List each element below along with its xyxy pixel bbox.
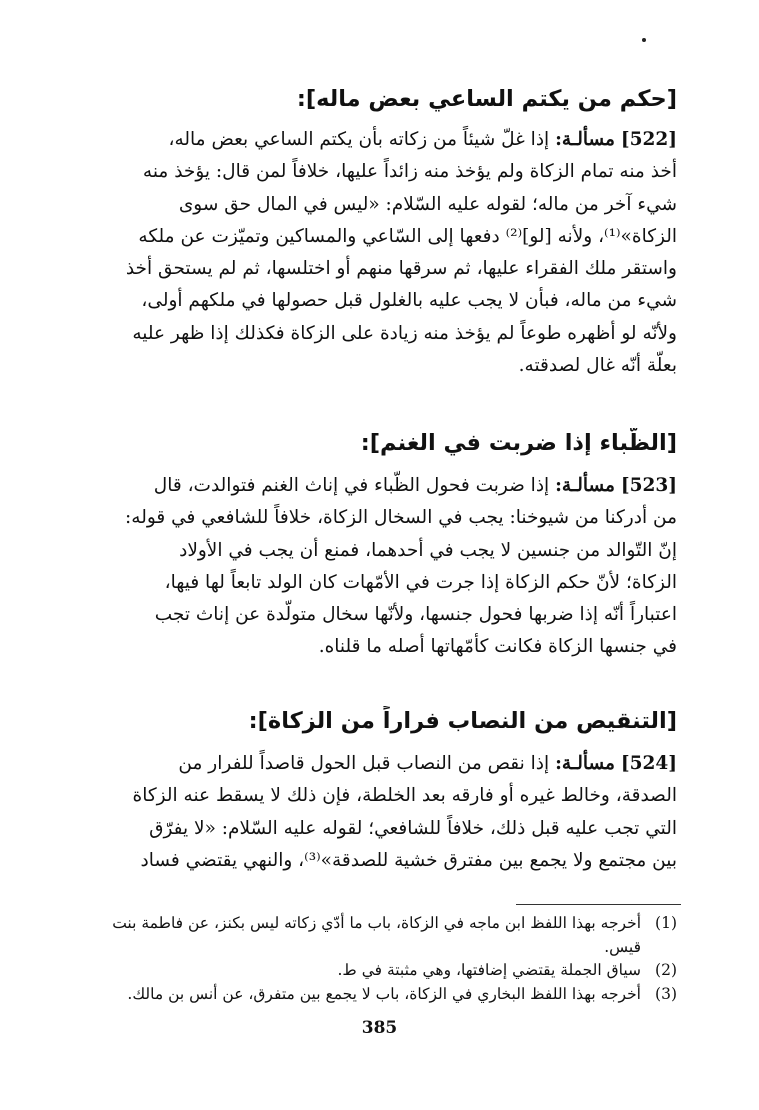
paragraph-line: إذا ضربت فحول الظّباء في إناث الغنم فتوالدت، قال	[153, 475, 550, 496]
footnote-1	[76, 912, 677, 959]
paragraph-522	[76, 124, 677, 382]
issue-label: مسألـة:	[555, 753, 615, 774]
footnote-text: أخرجه بهذا اللفظ البخاري في الزكاة، باب لا يجمع بين متفرق، عن أنس بن مالك.	[127, 984, 641, 1003]
paragraph-524	[76, 748, 677, 877]
paragraph-line: الزكاة»⁽¹⁾، ولأنه [لو]⁽²⁾ دفعها إلى السّاعي والمساكين وتميّزت عن ملكه	[138, 225, 677, 247]
paragraph-line: شيء آخر من ماله؛ لقوله عليه السّلام: «ليس في المال حق سوى	[178, 193, 677, 215]
paragraph-line: بعلّة أنّه غال لصدقته.	[518, 355, 677, 377]
footnote-text: أخرجه بهذا اللفظ ابن ماجه في الزكاة، باب ما أدّي زكاته ليس بكنز، عن فاطمة بنت قيس.	[112, 914, 641, 956]
heading-522: [حكم من يكتم الساعي بعض ماله]:	[296, 86, 677, 112]
heading-524: [التنقيص من النصاب فراراً من الزكاة]:	[248, 708, 677, 734]
paragraph-line: واستقر ملك الفقراء عليها، ثم سرقها منهم أو اختلسها، ثم لم يستحق أخذ	[125, 258, 677, 280]
paragraph-line: إذا نقص من النصاب قبل الحول قاصداً للفرار من	[178, 753, 550, 774]
issue-number: [523]	[620, 475, 677, 496]
footnote-divider	[516, 904, 681, 905]
footnote-text: سياق الجملة يقتضي إضافتها، وهي مثبتة في ط.	[337, 961, 641, 979]
issue-number: [522]	[620, 129, 677, 150]
paragraph-line: الزكاة؛ لأنّ حكم الزكاة إذا جرت في الأمّهات كان الولد تابعاً لها فيها،	[164, 571, 677, 593]
paragraph-line: التي تجب عليه قبل ذلك، خلافاً للشافعي؛ لقوله عليه السّلام: «لا يفرّق	[149, 817, 677, 839]
paragraph-line: إذا غلّ شيئاً من زكاته بأن يكتم الساعي بعض ماله،	[168, 129, 550, 150]
footnotes	[76, 912, 677, 1006]
issue-label: مسألـة:	[555, 129, 615, 150]
heading-523: [الظّباء إذا ضربت في الغنم]:	[360, 430, 677, 456]
paragraph-line: أخذ منه تمام الزكاة ولم يؤخذ منه زائداً عليها، خلافاً لمن قال: يؤخذ منه	[142, 161, 677, 183]
issue-number: [524]	[620, 753, 677, 774]
footnote-2	[76, 959, 677, 983]
page-number: 385	[361, 1018, 398, 1038]
paragraph-line: إنّ التّوالد من جنسين لا يجب في أحدهما، فمنع أن يجب في الأولاد	[179, 539, 677, 561]
paragraph-line: شيء من ماله، فبأن لا يجب عليه بالغلول قبل حصولها في ملكهم أولى،	[141, 290, 677, 312]
paragraph-line: في جنسها الزكاة فكانت كأمّهاتها أصله ما قلناه.	[318, 636, 677, 658]
footnote-number: (3)	[655, 984, 677, 1003]
paragraph-523	[76, 470, 677, 664]
paragraph-line: اعتباراً أنّه إذا ضربها فحول جنسها، ولأنّها سخال متولّدة عن إناث تجب	[154, 604, 677, 626]
paragraph-line: ولأنّه لو أظهره طوعاً لم يؤخذ منه زيادة على الزكاة فكذلك إذا ظهر عليه	[132, 322, 677, 344]
footnote-number: (2)	[655, 961, 677, 979]
footnote-3	[76, 983, 677, 1007]
page-dot	[642, 38, 646, 42]
paragraph-line: من أدركنا من شيوخنا: يجب في السخال الزكاة، خلافاً للشافعي في قوله:	[125, 507, 677, 529]
paragraph-line: الصدقة، وخالط غيره أو فارقه بعد الخلطة، فإن ذلك لا يسقط عنه الزكاة	[132, 785, 677, 807]
footnote-number: (1)	[655, 914, 677, 932]
paragraph-line: بين مجتمع ولا يجمع بين مفترق خشية للصدقة»⁽³⁾، والنهي يقتضي فساد	[140, 849, 677, 871]
issue-label: مسألـة:	[555, 475, 615, 496]
